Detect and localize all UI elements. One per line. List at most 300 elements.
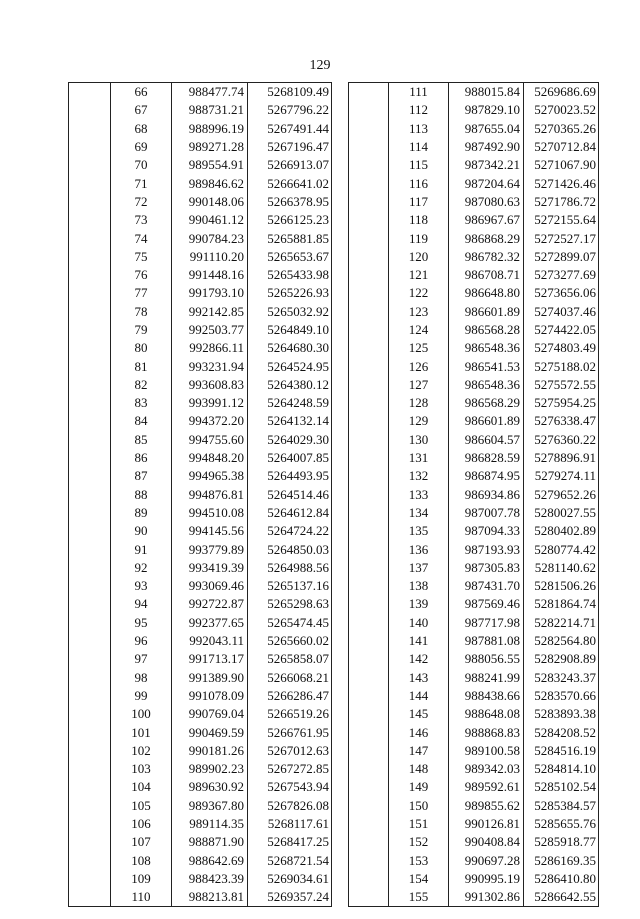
y-coordinate-cell: 5272527.17 bbox=[534, 230, 596, 246]
x-coordinate-cell: 988241.99 bbox=[449, 669, 524, 687]
point-number-cell: 90 bbox=[111, 522, 172, 540]
y-coordinate-cell: 5264493.95 bbox=[267, 468, 329, 484]
point-number-cell: 78 bbox=[111, 303, 172, 321]
point-number-cell: 150 bbox=[389, 797, 449, 815]
x-coordinate-cell: 989846.62 bbox=[172, 174, 248, 192]
x-coordinate-cell: 991078.09 bbox=[172, 687, 248, 705]
point-number-cell: 82 bbox=[111, 376, 172, 394]
point-number-cell: 143 bbox=[389, 669, 449, 687]
blank-cell bbox=[349, 229, 389, 247]
blank-cell bbox=[349, 559, 389, 577]
x-coordinate-cell: 986604.57 bbox=[449, 431, 524, 449]
x-coordinate-cell: 989630.92 bbox=[172, 778, 248, 796]
blank-cell bbox=[349, 851, 389, 869]
blank-cell bbox=[69, 156, 111, 174]
point-number-cell: 98 bbox=[111, 669, 172, 687]
x-coordinate-cell: 987204.64 bbox=[449, 174, 524, 192]
table-row bbox=[349, 138, 599, 156]
table-row bbox=[349, 559, 599, 577]
table-row bbox=[69, 778, 332, 796]
blank-cell bbox=[69, 229, 111, 247]
y-coordinate-cell: 5265660.02 bbox=[267, 633, 329, 649]
point-number-cell: 121 bbox=[389, 266, 449, 284]
blank-cell bbox=[349, 577, 389, 595]
y-coordinate-cell: 5266125.23 bbox=[267, 212, 329, 228]
point-number-cell: 87 bbox=[111, 467, 172, 485]
x-coordinate-cell: 987569.46 bbox=[449, 595, 524, 613]
point-number-cell: 111 bbox=[389, 83, 449, 102]
x-coordinate-cell: 987305.83 bbox=[449, 559, 524, 577]
table-row bbox=[349, 303, 599, 321]
blank-cell bbox=[349, 760, 389, 778]
y-coordinate-cell: 5265226.93 bbox=[267, 285, 329, 301]
point-number-cell: 131 bbox=[389, 449, 449, 467]
blank-cell bbox=[69, 431, 111, 449]
y-coordinate-cell: 5286642.55 bbox=[534, 889, 596, 905]
blank-cell bbox=[349, 833, 389, 851]
point-number-cell: 76 bbox=[111, 266, 172, 284]
point-number-cell: 123 bbox=[389, 303, 449, 321]
point-number-cell: 95 bbox=[111, 614, 172, 632]
x-coordinate-cell: 987342.21 bbox=[449, 156, 524, 174]
point-number-cell: 86 bbox=[111, 449, 172, 467]
table-row bbox=[349, 339, 599, 357]
point-number-cell: 133 bbox=[389, 486, 449, 504]
table-row bbox=[69, 540, 332, 558]
table-row bbox=[69, 412, 332, 430]
point-number-cell: 67 bbox=[111, 101, 172, 119]
point-number-cell: 92 bbox=[111, 559, 172, 577]
y-coordinate-cell: 5268417.25 bbox=[267, 834, 329, 850]
point-number-cell: 83 bbox=[111, 394, 172, 412]
blank-cell bbox=[349, 357, 389, 375]
table-row bbox=[69, 723, 332, 741]
point-number-cell: 66 bbox=[111, 83, 172, 102]
y-coordinate-cell: 5273277.69 bbox=[534, 267, 596, 283]
x-coordinate-cell: 991448.16 bbox=[172, 266, 248, 284]
x-coordinate-cell: 986934.86 bbox=[449, 486, 524, 504]
table-row bbox=[349, 266, 599, 284]
y-coordinate-cell: 5264380.12 bbox=[267, 376, 329, 392]
y-coordinate-cell: 5276338.47 bbox=[534, 413, 596, 429]
point-number-cell: 88 bbox=[111, 486, 172, 504]
table-row bbox=[69, 815, 332, 833]
point-number-cell: 117 bbox=[389, 193, 449, 211]
blank-cell bbox=[349, 540, 389, 558]
x-coordinate-cell: 994145.56 bbox=[172, 522, 248, 540]
blank-cell bbox=[349, 211, 389, 229]
table-row bbox=[69, 248, 332, 266]
y-coordinate-cell: 5284814.10 bbox=[534, 761, 596, 777]
x-coordinate-cell: 994876.81 bbox=[172, 486, 248, 504]
x-coordinate-cell: 989367.80 bbox=[172, 797, 248, 815]
y-coordinate-cell: 5267196.47 bbox=[267, 139, 329, 155]
x-coordinate-cell: 986568.29 bbox=[449, 394, 524, 412]
table-row bbox=[349, 815, 599, 833]
point-number-cell: 70 bbox=[111, 156, 172, 174]
table-row bbox=[69, 650, 332, 668]
y-coordinate-cell: 5264007.85 bbox=[267, 450, 329, 466]
blank-cell bbox=[349, 156, 389, 174]
blank-cell bbox=[69, 412, 111, 430]
blank-cell bbox=[349, 467, 389, 485]
point-number-cell: 148 bbox=[389, 760, 449, 778]
y-coordinate-cell: 5267796.22 bbox=[267, 102, 329, 118]
y-coordinate-cell: 5264680.30 bbox=[267, 340, 329, 356]
table-row bbox=[349, 595, 599, 613]
table-row bbox=[69, 266, 332, 284]
x-coordinate-cell: 992866.11 bbox=[172, 339, 248, 357]
point-number-cell: 125 bbox=[389, 339, 449, 357]
blank-cell bbox=[69, 120, 111, 138]
point-number-cell: 103 bbox=[111, 760, 172, 778]
x-coordinate-cell: 986828.59 bbox=[449, 449, 524, 467]
point-number-cell: 115 bbox=[389, 156, 449, 174]
blank-cell bbox=[349, 193, 389, 211]
y-coordinate-cell: 5265881.85 bbox=[267, 230, 329, 246]
x-coordinate-cell: 988213.81 bbox=[172, 888, 248, 907]
x-coordinate-cell: 994965.38 bbox=[172, 467, 248, 485]
y-coordinate-cell: 5278896.91 bbox=[534, 450, 596, 466]
point-number-cell: 152 bbox=[389, 833, 449, 851]
page-number: 129 bbox=[309, 58, 331, 73]
y-coordinate-cell: 5268109.49 bbox=[267, 84, 329, 100]
point-number-cell: 108 bbox=[111, 851, 172, 869]
blank-cell bbox=[69, 797, 111, 815]
y-coordinate-cell: 5272899.07 bbox=[534, 248, 596, 264]
table-row bbox=[349, 870, 599, 888]
point-number-cell: 151 bbox=[389, 815, 449, 833]
y-coordinate-cell: 5265653.67 bbox=[267, 248, 329, 264]
x-coordinate-cell: 987094.33 bbox=[449, 522, 524, 540]
blank-cell bbox=[349, 797, 389, 815]
y-coordinate-cell: 5264612.84 bbox=[267, 504, 329, 520]
table-row bbox=[349, 723, 599, 741]
y-coordinate-cell: 5286169.35 bbox=[534, 852, 596, 868]
y-coordinate-cell: 5264850.03 bbox=[267, 541, 329, 557]
point-number-cell: 149 bbox=[389, 778, 449, 796]
table-row bbox=[69, 193, 332, 211]
x-coordinate-cell: 991793.10 bbox=[172, 284, 248, 302]
table-row bbox=[69, 303, 332, 321]
table-row bbox=[349, 687, 599, 705]
point-number-cell: 74 bbox=[111, 229, 172, 247]
x-coordinate-cell: 989902.23 bbox=[172, 760, 248, 778]
blank-cell bbox=[349, 522, 389, 540]
blank-cell bbox=[349, 650, 389, 668]
point-number-cell: 113 bbox=[389, 120, 449, 138]
blank-cell bbox=[349, 870, 389, 888]
table-row bbox=[69, 467, 332, 485]
x-coordinate-cell: 990769.04 bbox=[172, 705, 248, 723]
point-number-cell: 68 bbox=[111, 120, 172, 138]
blank-cell bbox=[69, 815, 111, 833]
blank-cell bbox=[69, 376, 111, 394]
point-number-cell: 135 bbox=[389, 522, 449, 540]
table-row bbox=[69, 376, 332, 394]
blank-cell bbox=[349, 138, 389, 156]
y-coordinate-cell: 5280027.55 bbox=[534, 504, 596, 520]
x-coordinate-cell: 987655.04 bbox=[449, 120, 524, 138]
x-coordinate-cell: 989271.28 bbox=[172, 138, 248, 156]
blank-cell bbox=[69, 632, 111, 650]
point-number-cell: 72 bbox=[111, 193, 172, 211]
y-coordinate-cell: 5274037.46 bbox=[534, 303, 596, 319]
blank-cell bbox=[69, 339, 111, 357]
x-coordinate-cell: 990469.59 bbox=[172, 723, 248, 741]
point-number-cell: 127 bbox=[389, 376, 449, 394]
table-row bbox=[349, 467, 599, 485]
y-coordinate-cell: 5264849.10 bbox=[267, 322, 329, 337]
point-number-cell: 139 bbox=[389, 595, 449, 613]
blank-cell bbox=[349, 486, 389, 504]
blank-cell bbox=[69, 248, 111, 266]
y-coordinate-cell: 5276360.22 bbox=[534, 431, 596, 447]
x-coordinate-cell: 988438.66 bbox=[449, 687, 524, 705]
table-row bbox=[69, 851, 332, 869]
table-row bbox=[69, 431, 332, 449]
x-coordinate-cell: 990148.06 bbox=[172, 193, 248, 211]
point-number-cell: 140 bbox=[389, 614, 449, 632]
blank-cell bbox=[69, 705, 111, 723]
x-coordinate-cell: 992142.85 bbox=[172, 303, 248, 321]
x-coordinate-cell: 993069.46 bbox=[172, 577, 248, 595]
x-coordinate-cell: 987829.10 bbox=[449, 101, 524, 119]
x-coordinate-cell: 989342.03 bbox=[449, 760, 524, 778]
x-coordinate-cell: 989114.35 bbox=[172, 815, 248, 833]
blank-cell bbox=[69, 650, 111, 668]
y-coordinate-cell: 5282564.80 bbox=[534, 633, 596, 649]
y-coordinate-cell: 5266068.21 bbox=[267, 669, 329, 685]
blank-cell bbox=[69, 577, 111, 595]
point-number-cell: 145 bbox=[389, 705, 449, 723]
point-number-cell: 81 bbox=[111, 357, 172, 375]
point-number-cell: 141 bbox=[389, 632, 449, 650]
table-row bbox=[69, 797, 332, 815]
x-coordinate-cell: 986601.89 bbox=[449, 412, 524, 430]
x-coordinate-cell: 991713.17 bbox=[172, 650, 248, 668]
blank-cell bbox=[69, 321, 111, 339]
y-coordinate-cell: 5266378.95 bbox=[267, 193, 329, 209]
x-coordinate-cell: 988642.69 bbox=[172, 851, 248, 869]
y-coordinate-cell: 5266913.07 bbox=[267, 157, 329, 173]
x-coordinate-cell: 990697.28 bbox=[449, 851, 524, 869]
x-coordinate-cell: 991302.86 bbox=[449, 888, 524, 907]
table-row bbox=[349, 669, 599, 687]
x-coordinate-cell: 987431.70 bbox=[449, 577, 524, 595]
x-coordinate-cell: 989554.91 bbox=[172, 156, 248, 174]
blank-cell bbox=[69, 83, 111, 102]
point-number-cell: 102 bbox=[111, 742, 172, 760]
x-coordinate-cell: 993419.39 bbox=[172, 559, 248, 577]
x-coordinate-cell: 992722.87 bbox=[172, 595, 248, 613]
x-coordinate-cell: 990126.81 bbox=[449, 815, 524, 833]
point-number-cell: 104 bbox=[111, 778, 172, 796]
blank-cell bbox=[349, 723, 389, 741]
blank-cell bbox=[349, 614, 389, 632]
x-coordinate-cell: 988868.83 bbox=[449, 723, 524, 741]
blank-cell bbox=[349, 266, 389, 284]
point-number-cell: 137 bbox=[389, 559, 449, 577]
table-row bbox=[349, 504, 599, 522]
point-number-cell: 85 bbox=[111, 431, 172, 449]
blank-cell bbox=[349, 595, 389, 613]
table-row bbox=[69, 101, 332, 119]
x-coordinate-cell: 986708.71 bbox=[449, 266, 524, 284]
table-row bbox=[69, 357, 332, 375]
blank-cell bbox=[69, 504, 111, 522]
blank-cell bbox=[69, 540, 111, 558]
blank-cell bbox=[349, 449, 389, 467]
table-row bbox=[349, 540, 599, 558]
blank-cell bbox=[349, 705, 389, 723]
point-number-cell: 80 bbox=[111, 339, 172, 357]
table-row bbox=[349, 778, 599, 796]
y-coordinate-cell: 5286410.80 bbox=[534, 870, 596, 886]
y-coordinate-cell: 5281864.74 bbox=[534, 596, 596, 612]
point-number-cell: 94 bbox=[111, 595, 172, 613]
y-coordinate-cell: 5275572.55 bbox=[534, 376, 596, 392]
point-number-cell: 109 bbox=[111, 870, 172, 888]
blank-cell bbox=[69, 284, 111, 302]
table-row bbox=[69, 284, 332, 302]
table-row bbox=[349, 211, 599, 229]
y-coordinate-cell: 5273656.06 bbox=[534, 285, 596, 301]
y-coordinate-cell: 5265032.92 bbox=[267, 303, 329, 319]
x-coordinate-cell: 989100.58 bbox=[449, 742, 524, 760]
y-coordinate-cell: 5265858.07 bbox=[267, 651, 329, 667]
y-coordinate-cell: 5267272.85 bbox=[267, 761, 329, 777]
y-coordinate-cell: 5284208.52 bbox=[534, 724, 596, 740]
y-coordinate-cell: 5281506.26 bbox=[534, 578, 596, 594]
table-row bbox=[349, 193, 599, 211]
table-row bbox=[349, 284, 599, 302]
blank-cell bbox=[69, 394, 111, 412]
x-coordinate-cell: 988015.84 bbox=[449, 83, 524, 102]
table-row bbox=[349, 376, 599, 394]
table-row bbox=[349, 101, 599, 119]
y-coordinate-cell: 5275188.02 bbox=[534, 358, 596, 374]
x-coordinate-cell: 993991.12 bbox=[172, 394, 248, 412]
coordinates-table-left bbox=[68, 82, 332, 907]
point-number-cell: 154 bbox=[389, 870, 449, 888]
x-coordinate-cell: 988731.21 bbox=[172, 101, 248, 119]
point-number-cell: 138 bbox=[389, 577, 449, 595]
point-number-cell: 107 bbox=[111, 833, 172, 851]
point-number-cell: 100 bbox=[111, 705, 172, 723]
point-number-cell: 89 bbox=[111, 504, 172, 522]
blank-cell bbox=[349, 321, 389, 339]
point-number-cell: 96 bbox=[111, 632, 172, 650]
x-coordinate-cell: 992043.11 bbox=[172, 632, 248, 650]
table-row bbox=[349, 851, 599, 869]
blank-cell bbox=[349, 687, 389, 705]
x-coordinate-cell: 992377.65 bbox=[172, 614, 248, 632]
x-coordinate-cell: 986568.28 bbox=[449, 321, 524, 339]
y-coordinate-cell: 5270712.84 bbox=[534, 139, 596, 155]
blank-cell bbox=[69, 101, 111, 119]
y-coordinate-cell: 5265474.45 bbox=[267, 614, 329, 630]
y-coordinate-cell: 5269357.24 bbox=[267, 889, 329, 905]
table-row bbox=[69, 614, 332, 632]
y-coordinate-cell: 5267491.44 bbox=[267, 120, 329, 136]
y-coordinate-cell: 5270023.52 bbox=[534, 102, 596, 118]
y-coordinate-cell: 5283893.38 bbox=[534, 706, 596, 722]
x-coordinate-cell: 986782.32 bbox=[449, 248, 524, 266]
x-coordinate-cell: 986601.89 bbox=[449, 303, 524, 321]
point-number-cell: 110 bbox=[111, 888, 172, 907]
x-coordinate-cell: 987492.90 bbox=[449, 138, 524, 156]
x-coordinate-cell: 994848.20 bbox=[172, 449, 248, 467]
point-number-cell: 73 bbox=[111, 211, 172, 229]
x-coordinate-cell: 993231.94 bbox=[172, 357, 248, 375]
blank-cell bbox=[349, 339, 389, 357]
point-number-cell: 120 bbox=[389, 248, 449, 266]
y-coordinate-cell: 5266286.47 bbox=[267, 687, 329, 703]
y-coordinate-cell: 5285655.76 bbox=[534, 816, 596, 832]
point-number-cell: 155 bbox=[389, 888, 449, 907]
y-coordinate-cell: 5270365.26 bbox=[534, 120, 596, 136]
x-coordinate-cell: 992503.77 bbox=[172, 321, 248, 339]
x-coordinate-cell: 989855.62 bbox=[449, 797, 524, 815]
table-row bbox=[349, 486, 599, 504]
table-row bbox=[349, 412, 599, 430]
point-number-cell: 112 bbox=[389, 101, 449, 119]
blank-cell bbox=[69, 888, 111, 907]
blank-cell bbox=[69, 486, 111, 504]
blank-cell bbox=[349, 120, 389, 138]
table-row bbox=[349, 650, 599, 668]
blank-cell bbox=[69, 870, 111, 888]
table-row bbox=[69, 559, 332, 577]
x-coordinate-cell: 994510.08 bbox=[172, 504, 248, 522]
y-coordinate-cell: 5274803.49 bbox=[534, 340, 596, 356]
table-row bbox=[69, 486, 332, 504]
y-coordinate-cell: 5267012.63 bbox=[267, 742, 329, 758]
table-row bbox=[69, 687, 332, 705]
x-coordinate-cell: 986868.29 bbox=[449, 229, 524, 247]
blank-cell bbox=[349, 888, 389, 907]
point-number-cell: 142 bbox=[389, 650, 449, 668]
table-row bbox=[349, 742, 599, 760]
table-row bbox=[69, 833, 332, 851]
table-row bbox=[69, 705, 332, 723]
y-coordinate-cell: 5271426.46 bbox=[534, 175, 596, 191]
y-coordinate-cell: 5279274.11 bbox=[534, 468, 596, 484]
blank-cell bbox=[349, 248, 389, 266]
blank-cell bbox=[349, 504, 389, 522]
blank-cell bbox=[69, 687, 111, 705]
table-row bbox=[349, 431, 599, 449]
blank-cell bbox=[69, 522, 111, 540]
y-coordinate-cell: 5264248.59 bbox=[267, 395, 329, 411]
blank-cell bbox=[349, 101, 389, 119]
blank-cell bbox=[69, 266, 111, 284]
point-number-cell: 69 bbox=[111, 138, 172, 156]
point-number-cell: 132 bbox=[389, 467, 449, 485]
x-coordinate-cell: 988423.39 bbox=[172, 870, 248, 888]
point-number-cell: 126 bbox=[389, 357, 449, 375]
x-coordinate-cell: 993779.89 bbox=[172, 540, 248, 558]
point-number-cell: 93 bbox=[111, 577, 172, 595]
y-coordinate-cell: 5264514.46 bbox=[267, 486, 329, 502]
x-coordinate-cell: 988871.90 bbox=[172, 833, 248, 851]
y-coordinate-cell: 5264029.30 bbox=[267, 431, 329, 447]
x-coordinate-cell: 988996.19 bbox=[172, 120, 248, 138]
point-number-cell: 99 bbox=[111, 687, 172, 705]
point-number-cell: 153 bbox=[389, 851, 449, 869]
y-coordinate-cell: 5265137.16 bbox=[267, 578, 329, 594]
